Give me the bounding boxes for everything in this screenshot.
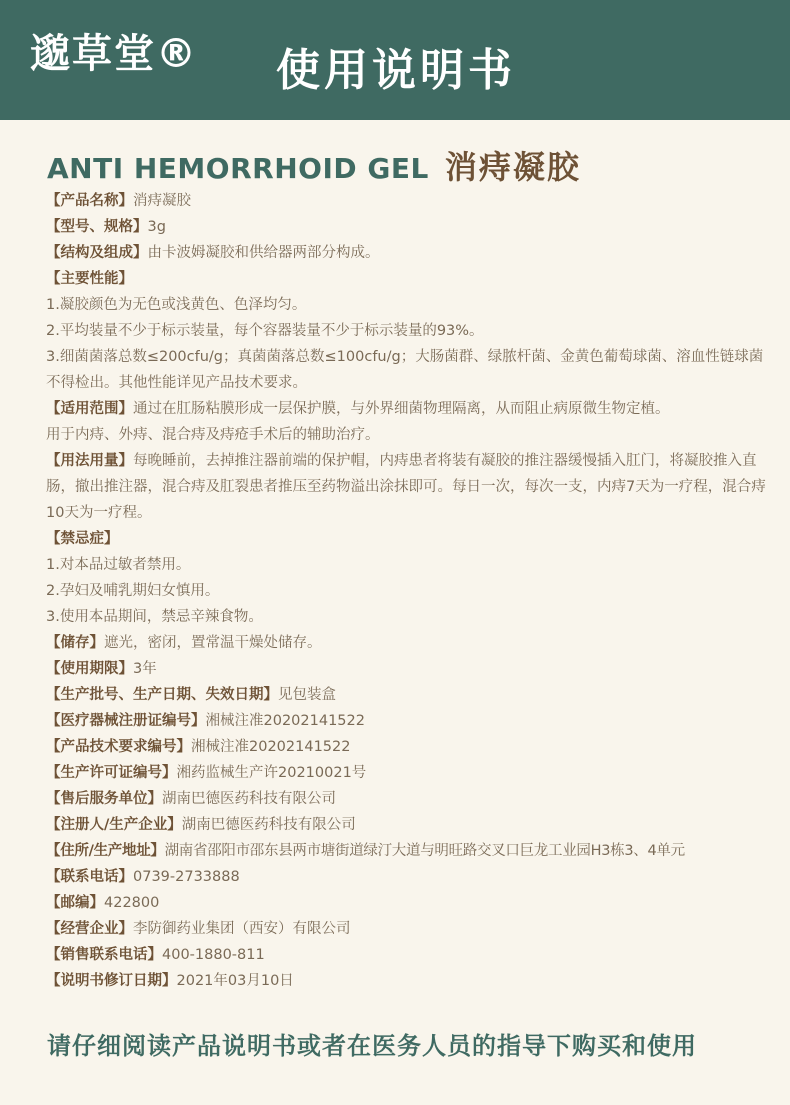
- section-phone: [46, 864, 770, 890]
- section-label: 【产品名称】: [46, 193, 133, 209]
- section-distributor: [46, 916, 770, 942]
- list-item: 1.凝胶颜色为无色或浅黄色、色泽均匀。: [46, 297, 307, 313]
- section-label: 【售后服务单位】: [46, 791, 162, 807]
- section-registrant: [46, 812, 770, 838]
- section-value: 湘械注准20202141522: [205, 713, 365, 729]
- section-value: 湖南巴德医药科技有限公司: [181, 817, 356, 833]
- section-usage: [46, 448, 770, 526]
- product-name-cn: 消痔凝胶: [444, 148, 581, 186]
- section-value: 李防御药业集团（西安）有限公司: [133, 921, 351, 937]
- product-title: [47, 142, 581, 188]
- list-item: 2.孕妇及哺乳期妇女慎用。: [46, 583, 220, 599]
- section-registration: [46, 708, 770, 734]
- brand-logo: 邈草堂®: [30, 31, 198, 77]
- section-label: 【主要性能】: [46, 271, 133, 287]
- section-value: 消痔凝胶: [133, 193, 191, 209]
- header-banner: [0, 0, 790, 120]
- section-label: 【注册人/生产企业】: [46, 817, 182, 833]
- section-batch: [46, 682, 770, 708]
- section-label: 【邮编】: [46, 895, 104, 911]
- instructions-body: [46, 188, 770, 994]
- section-value: 通过在肛肠粘膜形成一层保护膜，与外界细菌物理隔离，从而阻止病原微生物定植。: [133, 401, 670, 417]
- section-scope: [46, 396, 770, 422]
- section-value: 由卡波姆凝胶和供给器两部分构成。: [147, 245, 380, 261]
- section-label: 【经营企业】: [46, 921, 133, 937]
- section-value: 0739-2733888: [133, 869, 240, 885]
- section-value: 422800: [104, 895, 160, 911]
- section-contraindications-heading: [46, 526, 770, 552]
- section-label: 【结构及组成】: [46, 245, 148, 261]
- section-license: [46, 760, 770, 786]
- section-label: 【销售联系电话】: [46, 947, 162, 963]
- page-title: 使用说明书: [276, 45, 516, 96]
- section-tech-requirement: [46, 734, 770, 760]
- section-scope-continued: 用于内痔、外痔、混合痔及痔疮手术后的辅助治疗。: [46, 427, 380, 443]
- section-structure: [46, 240, 770, 266]
- section-label: 【适用范围】: [46, 401, 133, 417]
- section-label: 【用法用量】: [46, 453, 133, 469]
- section-label: 【使用期限】: [46, 661, 133, 677]
- section-label: 【产品技术要求编号】: [46, 739, 191, 755]
- product-name-en: ANTI HEMORRHOID GEL: [47, 152, 429, 185]
- list-item: 1.对本品过敏者禁用。: [46, 557, 191, 573]
- section-value: 见包装盒: [278, 687, 336, 703]
- section-label: 【联系电话】: [46, 869, 133, 885]
- section-sales-phone: [46, 942, 770, 968]
- section-service: [46, 786, 770, 812]
- section-value: 湖南省邵阳市邵东县两市塘街道绿汀大道与明旺路交叉口巨龙工业园H3栋3、4单元: [164, 843, 685, 859]
- section-value: 湘药监械生产许20210021号: [176, 765, 367, 781]
- section-value: 400-1880-811: [162, 947, 265, 963]
- section-value: 3年: [133, 661, 157, 677]
- section-value: 3g: [147, 219, 166, 235]
- section-storage: [46, 630, 770, 656]
- section-label: 【医疗器械注册证编号】: [46, 713, 206, 729]
- footer-notice: 请仔细阅读产品说明书或者在医务人员的指导下购买和使用: [47, 1032, 697, 1060]
- section-value: 遮光，密闭，置常温干燥处储存。: [104, 635, 322, 651]
- section-label: 【型号、规格】: [46, 219, 148, 235]
- section-label: 【生产许可证编号】: [46, 765, 177, 781]
- section-product-name: [46, 188, 770, 214]
- section-value: 2021年03月10日: [176, 973, 294, 989]
- section-label: 【禁忌症】: [46, 531, 119, 547]
- section-performance-heading: [46, 266, 770, 292]
- section-model: [46, 214, 770, 240]
- section-value: 湘械注准20202141522: [191, 739, 351, 755]
- section-label: 【住所/生产地址】: [46, 843, 165, 859]
- list-item: 2.平均装量不少于标示装量，每个容器装量不少于标示装量的93%。: [46, 323, 484, 339]
- list-item: 3.细菌菌落总数≤200cfu/g；真菌菌落总数≤100cfu/g；大肠菌群、绿脓杆菌、金黄色葡萄球菌、溶血性链球菌不得检出。其他性能详见产品技术要求。: [46, 349, 764, 391]
- list-item: 3.使用本品期间，禁忌辛辣食物。: [46, 609, 263, 625]
- section-address: [46, 838, 770, 864]
- section-label: 【储存】: [46, 635, 104, 651]
- section-label: 【生产批号、生产日期、失效日期】: [46, 687, 278, 703]
- section-label: 【说明书修订日期】: [46, 973, 177, 989]
- section-value: 湖南巴德医药科技有限公司: [162, 791, 336, 807]
- section-revision-date: [46, 968, 770, 994]
- section-value: 每晚睡前，去掉推注器前端的保护帽，内痔患者将装有凝胶的推注器缓慢插入肛门，将凝胶推入直肠，撤出推注器，混合痔及肛裂患者推压至药物溢出涂抹即可。每日一次，每次一支，内痔7天为一疗程，混合痔10天为一疗程。: [46, 453, 766, 521]
- section-postcode: [46, 890, 770, 916]
- section-shelf-life: [46, 656, 770, 682]
